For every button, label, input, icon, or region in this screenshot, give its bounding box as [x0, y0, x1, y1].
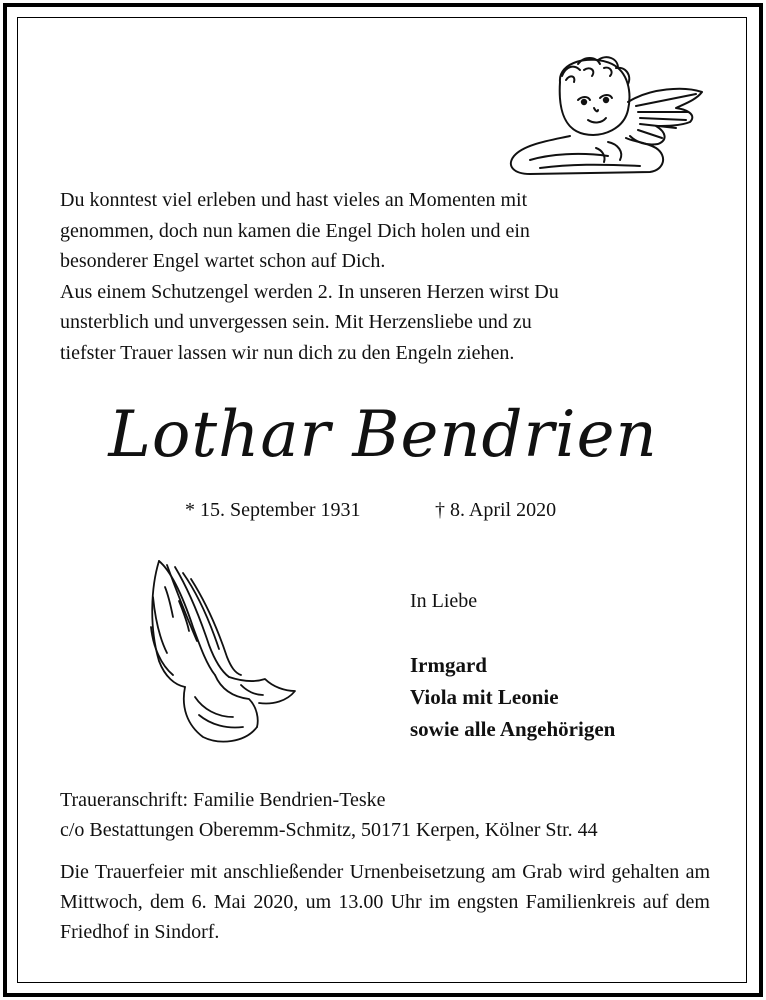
signers-block [410, 585, 750, 745]
deceased-name: Lothar Bendrien [108, 398, 658, 472]
poem-line: Aus einem Schutzengel werden 2. In unseren Herzen wirst Du [60, 280, 559, 303]
mourning-address [60, 785, 720, 845]
signer-name: sowie alle Angehörigen [410, 717, 616, 741]
signers-intro: In Liebe [410, 590, 478, 612]
poem-line: besonderer Engel wartet schon auf Dich. [60, 250, 386, 272]
ceremony-info: Die Trauerfeier mit anschließender Urnenbeisetzung am Grab wird gehalten am Mittwoch, dem 6. Mai 2020, um 13.00 Uhr im engsten Familienkreis auf dem Friedhof in Sindorf. [60, 861, 710, 943]
praying-hands-icon [145, 557, 300, 747]
poem-line: unsterblich und unvergessen sein. Mit Herzensliebe und zu [60, 311, 532, 333]
address-line: c/o Bestattungen Oberemm-Schmitz, 50171 Kerpen, Kölner Str. 44 [60, 819, 598, 841]
poem-text [60, 185, 720, 368]
birth-date: * 15. September 1931 [185, 499, 361, 521]
poem-line: genommen, doch nun kamen die Engel Dich holen und ein [60, 219, 530, 242]
address-line: Traueranschrift: Familie Bendrien-Teske [60, 789, 386, 811]
signer-name: Irmgard [410, 653, 487, 677]
signer-name: Viola mit Leonie [410, 685, 559, 709]
poem-line: tiefster Trauer lassen wir nun dich zu den Engeln ziehen. [60, 341, 515, 364]
cherub-angel-icon [500, 52, 706, 180]
death-date: † 8. April 2020 [435, 499, 557, 521]
poem-line: Du konntest viel erleben und hast vieles an Momenten mit [60, 189, 528, 211]
